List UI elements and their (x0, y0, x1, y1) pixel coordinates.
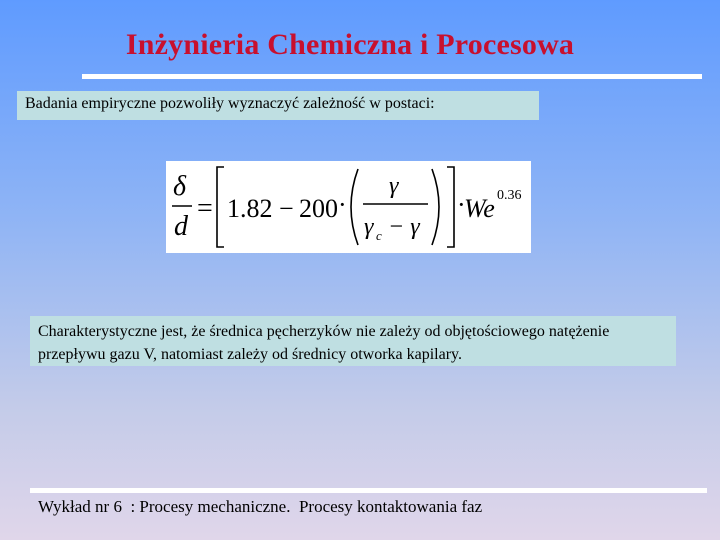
formula-dot-2: · (457, 190, 466, 219)
formula-equals: = (197, 193, 213, 224)
formula-weber-exponent: 0.36 (497, 188, 522, 203)
formula-constant: 1.82 (227, 194, 273, 223)
formula-svg (166, 161, 531, 253)
slide-title: Inżynieria Chemiczna i Procesowa (125, 28, 575, 61)
formula-lhs-denominator: d (174, 211, 188, 242)
formula-minus: − (279, 194, 294, 223)
intro-text: Badania empiryczne pozwoliły wyznaczyć zależność w postaci: (17, 91, 539, 120)
formula-inner-denominator-rest: − γ (388, 214, 420, 240)
formula-image (166, 161, 531, 253)
formula-dot-1: · (338, 190, 347, 219)
formula-left-bracket (217, 167, 224, 247)
formula-inner-numerator: γ (389, 173, 399, 199)
formula-right-bracket (447, 167, 454, 247)
footer-divider (30, 488, 707, 493)
formula-inner-denominator-base: γ (364, 214, 374, 240)
formula-weber-symbol: We (464, 194, 495, 223)
footer-text: Wykład nr 6 : Procesy mechaniczne. Procesy kontaktowania faz (38, 497, 483, 516)
formula-coefficient: 200 (299, 194, 338, 223)
title-divider (82, 74, 702, 79)
formula-left-paren (351, 169, 358, 245)
formula-lhs-numerator: δ (173, 171, 187, 202)
note-text: Charakterystyczne jest, że średnica pęcherzyków nie zależy od objętościowego natężenie przepływu gazu V, natomiast zależy od średnicy otworka kapilary. (30, 316, 676, 366)
formula-right-paren (432, 169, 439, 245)
formula-inner-denominator-subscript: c (376, 228, 382, 243)
